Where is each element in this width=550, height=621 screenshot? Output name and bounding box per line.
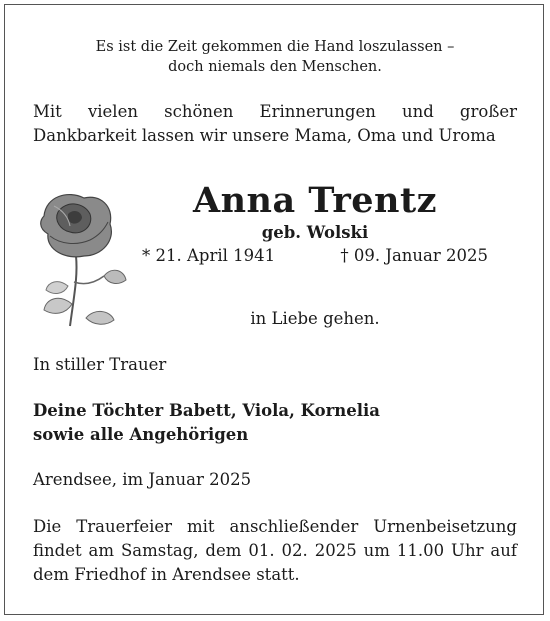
quote-line-2: doch niemals den Menschen.: [168, 59, 382, 75]
funeral-notice-line-1: Die Trauerfeier mit anschließender Urnenbeisetzung: [33, 517, 517, 536]
rose-icon: [24, 186, 144, 332]
funeral-notice-line-2: findet am Samstag, dem 01. 02. 2025 um 11.00 Uhr auf: [33, 541, 517, 560]
intro-line-1: Mit vielen schönen Erinnerungen und großer: [33, 102, 517, 121]
mourners-line-2: sowie alle Angehörigen: [33, 425, 249, 444]
quote-line-1: Es ist die Zeit gekommen die Hand loszulassen –: [95, 39, 455, 55]
mourners-line-1: Deine Töchter Babett, Viola, Kornelia: [33, 401, 380, 420]
mourning-label: In stiller Trauer: [33, 355, 167, 374]
funeral-notice-line-3: dem Friedhof in Arendsee statt.: [33, 565, 300, 584]
place-date: Arendsee, im Januar 2025: [33, 470, 252, 489]
deceased-name: Anna Trentz: [192, 180, 438, 221]
closing-line: in Liebe gehen.: [250, 309, 380, 328]
death-date: † 09. Januar 2025: [340, 246, 488, 265]
life-dates: [142, 245, 488, 267]
birth-date: * 21. April 1941: [142, 246, 276, 265]
intro-line-2: Dankbarkeit lassen wir unsere Mama, Oma und Uroma: [33, 126, 496, 145]
maiden-name: geb. Wolski: [261, 223, 369, 242]
